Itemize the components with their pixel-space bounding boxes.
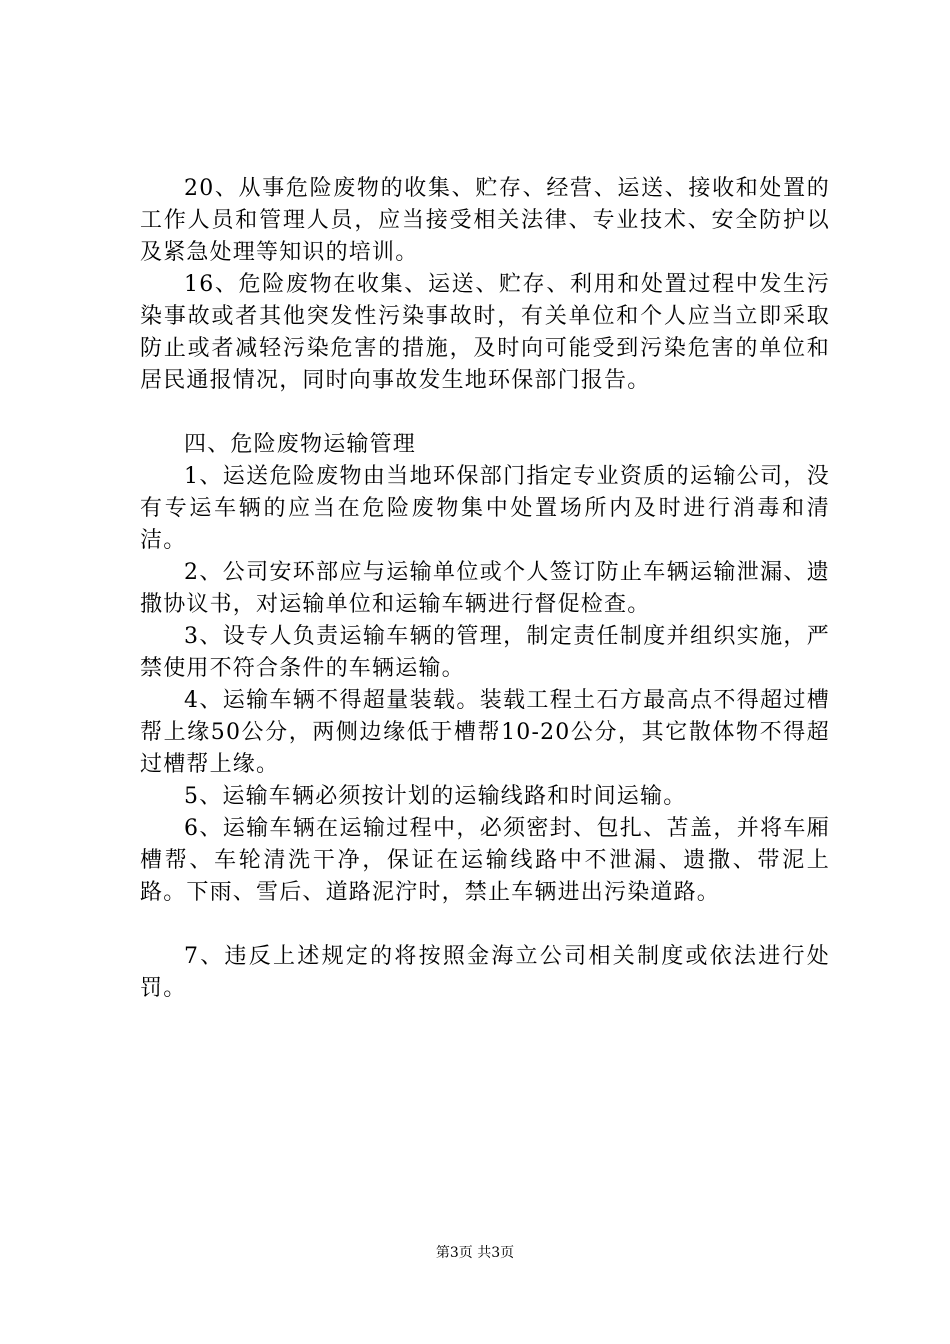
paragraph-training: 20、从事危险废物的收集、贮存、经营、运送、接收和处置的工作人员和管理人员，应当接受相关法律、专业技术、安全防护以及紧急处理等知识的培训。 xyxy=(140,176,830,265)
section-item-7: 7、违反上述规定的将按照金海立公司相关制度或依法进行处罚。 xyxy=(140,944,830,1001)
section-item-1: 1、运送危险废物由当地环保部门指定专业资质的运输公司，没有专运车辆的应当在危险废物集中处置场所内及时进行消毒和清洁。 xyxy=(140,464,830,553)
paragraph-spacer xyxy=(140,909,830,941)
section-item-2: 2、公司安环部应与运输单位或个人签订防止车辆运输泄漏、遗撒协议书，对运输单位和运输车辆进行督促检查。 xyxy=(140,560,830,617)
paragraph-spacer xyxy=(140,397,830,429)
section-item-5: 5、运输车辆必须按计划的运输线路和时间运输。 xyxy=(184,784,687,809)
section-item-3: 3、设专人负责运输车辆的管理，制定责任制度并组织实施，严禁使用不符合条件的车辆运输。 xyxy=(140,624,830,681)
section-item-4: 4、运输车辆不得超量装载。装载工程土石方最高点不得超过槽帮上缘50公分，两侧边缘低于槽帮10-20公分，其它散体物不得超过槽帮上缘。 xyxy=(140,688,830,777)
page-footer: 第3页 共3页 xyxy=(435,1245,515,1261)
paragraph-accident-report: 16、危险废物在收集、运送、贮存、利用和处置过程中发生污染事故或者其他突发性污染事故时，有关单位和个人应当立即采取防止或者减轻污染危害的措施，及时向可能受到污染危害的单位和居民通报情况，同时向事故发生地环保部门报告。 xyxy=(140,272,830,393)
section-item-6: 6、运输车辆在运输过程中，必须密封、包扎、苫盖，并将车厢槽帮、车轮清洗干净，保证在运输线路中不泄漏、遗撒、带泥上路。下雨、雪后、道路泥泞时，禁止车辆进出污染道路。 xyxy=(140,816,830,905)
section-heading: 四、危险废物运输管理 xyxy=(184,432,417,457)
document-body xyxy=(140,173,830,1005)
